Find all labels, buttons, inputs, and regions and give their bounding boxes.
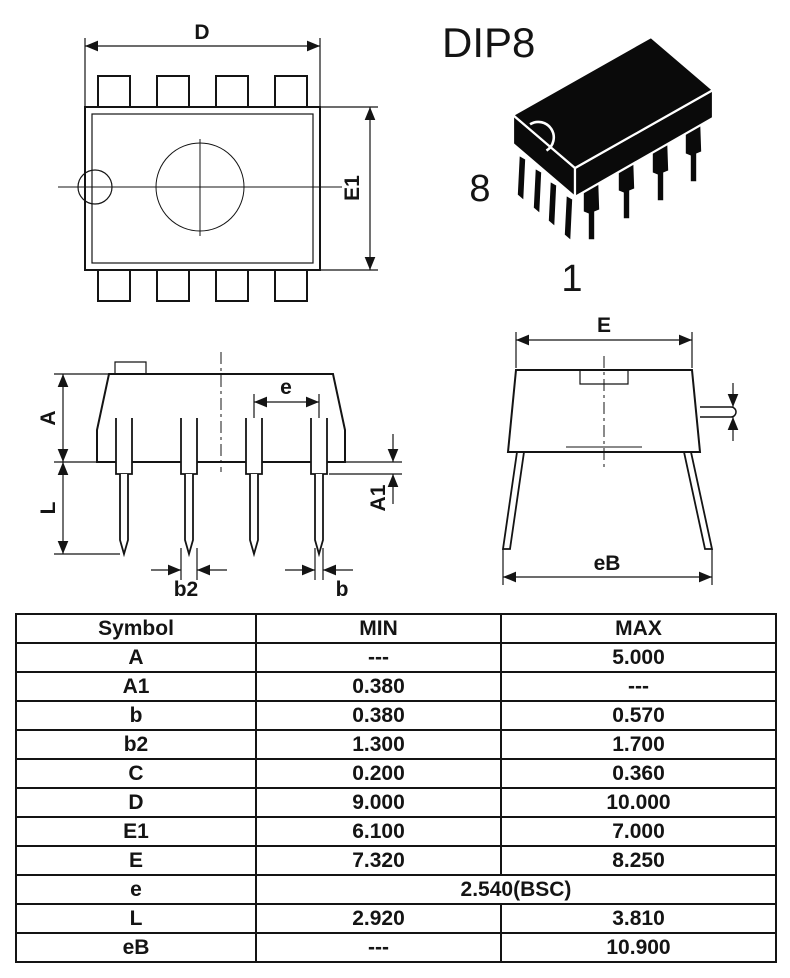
table-row bbox=[16, 701, 776, 730]
pin bbox=[517, 155, 526, 201]
symbol-cell: e bbox=[16, 875, 256, 904]
dim-label-A1: A1 bbox=[367, 484, 390, 512]
symbol-cell: b bbox=[16, 701, 256, 730]
pin-shoulder bbox=[246, 418, 262, 474]
min-cell: 0.380 bbox=[256, 672, 501, 701]
min-cell: --- bbox=[256, 643, 501, 672]
pin-leg bbox=[315, 474, 323, 554]
table-row bbox=[16, 933, 776, 962]
leg bbox=[503, 452, 524, 549]
lead-side-profile bbox=[700, 407, 736, 417]
pin bbox=[564, 195, 573, 241]
dim-label-L: L bbox=[37, 501, 60, 515]
pin bbox=[548, 181, 557, 227]
max-cell: 7.000 bbox=[501, 817, 776, 846]
side-view-drawing bbox=[37, 352, 402, 601]
min-cell: --- bbox=[256, 933, 501, 962]
symbol-cell: L bbox=[16, 904, 256, 933]
pin bbox=[533, 168, 542, 214]
pin-shoulder bbox=[181, 418, 197, 474]
min-cell: 9.000 bbox=[256, 788, 501, 817]
table-row bbox=[16, 817, 776, 846]
dim-label-A: A bbox=[37, 410, 60, 426]
pin bbox=[216, 270, 248, 301]
min-cell: 2.920 bbox=[256, 904, 501, 933]
symbol-cell: A1 bbox=[16, 672, 256, 701]
table-row bbox=[16, 904, 776, 933]
max-cell: 0.570 bbox=[501, 701, 776, 730]
table-header-row bbox=[16, 614, 776, 643]
index-tab bbox=[115, 362, 146, 374]
dim-label-eB: eB bbox=[593, 552, 621, 575]
min-cell: 1.300 bbox=[256, 730, 501, 759]
symbol-cell: E bbox=[16, 846, 256, 875]
pin-leg bbox=[120, 474, 128, 554]
symbol-cell: C bbox=[16, 759, 256, 788]
dim-label-D: D bbox=[194, 21, 210, 44]
max-cell: 5.000 bbox=[501, 643, 776, 672]
table-row bbox=[16, 672, 776, 701]
pin-leg bbox=[250, 474, 258, 554]
pin bbox=[98, 270, 130, 301]
max-cell: 1.700 bbox=[501, 730, 776, 759]
top-view-drawing bbox=[58, 21, 378, 301]
end-view-drawing bbox=[503, 314, 736, 585]
span-cell: 2.540(BSC) bbox=[256, 875, 776, 904]
max-cell: --- bbox=[501, 672, 776, 701]
min-cell: 0.380 bbox=[256, 701, 501, 730]
dim-label-b: b bbox=[335, 578, 349, 601]
pin bbox=[157, 270, 189, 301]
table-row bbox=[16, 759, 776, 788]
min-cell: 6.100 bbox=[256, 817, 501, 846]
pin-shoulder bbox=[311, 418, 327, 474]
dim-label-E1: E1 bbox=[341, 175, 364, 201]
table-row bbox=[16, 643, 776, 672]
pin-shoulder bbox=[116, 418, 132, 474]
symbol-cell: eB bbox=[16, 933, 256, 962]
col-header-symbol: Symbol bbox=[16, 614, 256, 643]
symbol-cell: E1 bbox=[16, 817, 256, 846]
dim-label-e: e bbox=[280, 376, 292, 399]
min-cell: 7.320 bbox=[256, 846, 501, 875]
max-cell: 10.000 bbox=[501, 788, 776, 817]
pin1-label: 1 bbox=[561, 258, 583, 300]
pin-leg bbox=[185, 474, 193, 554]
col-header-max: MAX bbox=[501, 614, 776, 643]
symbol-cell: D bbox=[16, 788, 256, 817]
symbol-cell: b2 bbox=[16, 730, 256, 759]
package-body bbox=[85, 107, 320, 270]
isometric-view-drawing bbox=[442, 19, 713, 300]
dimensions-table bbox=[15, 613, 777, 963]
col-header-min: MIN bbox=[256, 614, 501, 643]
pin8-label: 8 bbox=[469, 168, 491, 210]
table-row bbox=[16, 875, 776, 904]
max-cell: 8.250 bbox=[501, 846, 776, 875]
package-type-title: DIP8 bbox=[442, 19, 536, 66]
max-cell: 10.900 bbox=[501, 933, 776, 962]
pin bbox=[275, 76, 307, 107]
table-row bbox=[16, 730, 776, 759]
max-cell: 3.810 bbox=[501, 904, 776, 933]
pin bbox=[157, 76, 189, 107]
symbol-cell: A bbox=[16, 643, 256, 672]
dim-label-E: E bbox=[596, 314, 612, 337]
table-row bbox=[16, 788, 776, 817]
min-cell: 0.200 bbox=[256, 759, 501, 788]
table-row bbox=[16, 846, 776, 875]
dim-label-b2: b2 bbox=[173, 578, 199, 601]
leg bbox=[684, 452, 712, 549]
pin bbox=[216, 76, 248, 107]
pin bbox=[98, 76, 130, 107]
max-cell: 0.360 bbox=[501, 759, 776, 788]
pin bbox=[275, 270, 307, 301]
